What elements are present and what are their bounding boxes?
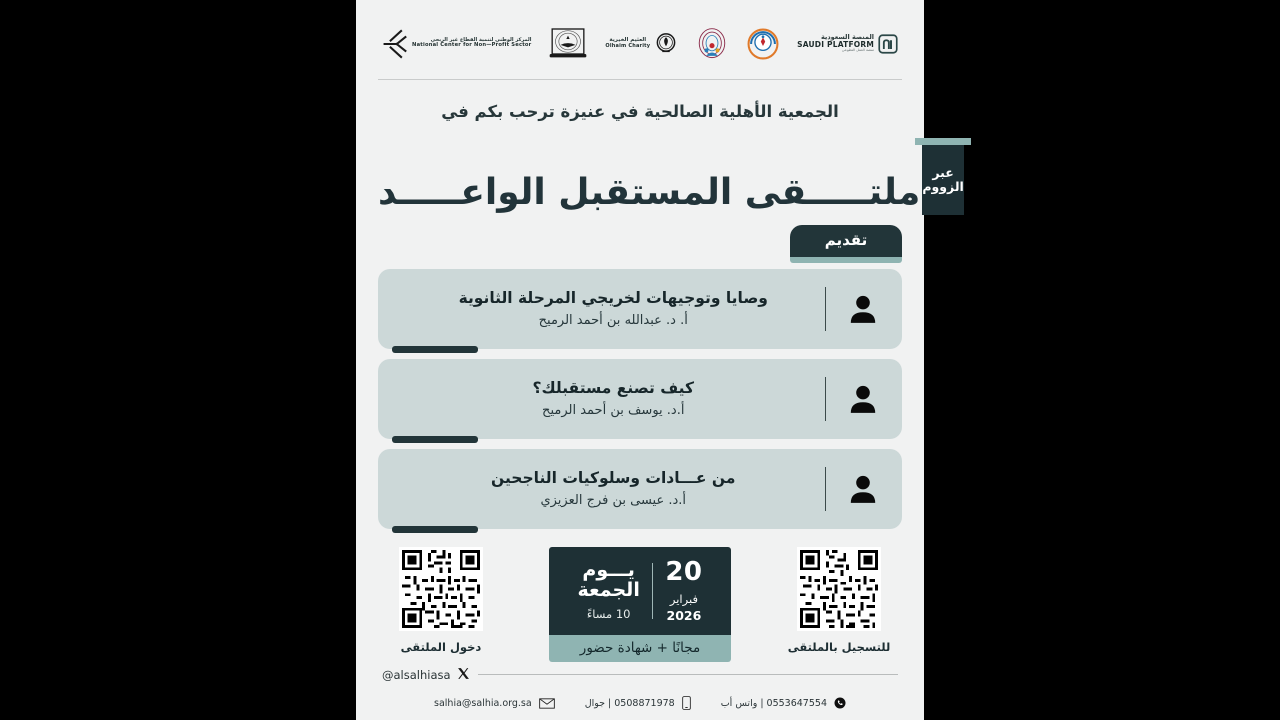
date-block [549,547,731,662]
ncnp-en: National Center for Non—Profit Sector [412,42,532,49]
contact-whatsapp[interactable] [721,697,846,709]
page-title: ملتـــــقى المستقبل الواعـــــد [378,172,921,213]
zoom-badge-line2: الزووم [922,179,964,194]
present-badge: تقديم [790,225,902,257]
saudi-platform-sub: منصة العمل التطوعي [841,47,874,52]
mobile-text: 0508871978 | جوال [584,697,675,709]
x-twitter-icon [457,665,470,684]
olhaim-charity-icon [654,32,678,56]
card-divider [825,377,827,421]
charity-fingerprint-logo-icon [695,27,729,61]
card-speaker: أ.د. عيسى بن فرج العزيزي [540,492,687,508]
contact-mobile[interactable] [585,696,691,710]
speaker-card [378,449,902,529]
date-main [549,547,731,635]
saudi-platform-en: SAUDI PLATFORM [797,40,874,50]
card-speaker: أ.د. يوسف بن أحمد الرميح [542,402,685,418]
card-title: من عـــادات وسلوكيات الناجحين [491,469,736,488]
qr-register-code[interactable] [797,547,881,631]
jamiat-circular-logo-icon [746,27,780,61]
ncnp-ar: المركز الوطني لتنمية القطاع غير الربحي [430,37,532,44]
qr-entry-label: دخول الملتقى [400,640,482,654]
qr-entry-code[interactable] [399,547,483,631]
person-icon [836,292,890,326]
date-footer-note: مجانًا + شهادة حضور [549,635,731,662]
contact-email[interactable] [434,698,555,709]
card-speaker: أ. د. عبدالله بن أحمد الرميح [538,312,688,328]
sponsor-logo-strip [378,12,902,80]
qr-entry-block[interactable] [386,547,496,654]
date-month: فبراير [669,592,698,607]
date-time: 10 مساءً [586,607,631,622]
date-right [568,558,650,622]
zoom-badge-line1: عبر [932,165,954,181]
olhaim-en: Olhaim Charity [605,42,651,49]
present-badge-wrap [378,221,902,257]
date-separator [652,563,654,619]
card-title: وصايا وتوجيهات لخريجي المرحلة الثانوية [458,289,768,308]
speaker-card [378,359,902,439]
olhaim-ar: العثيم الخيرية [609,36,647,43]
date-day-number: 20 [665,557,703,588]
card-divider [825,467,827,511]
card-title: كيف تصنع مستقبلك؟ [532,379,695,398]
olhaim-charity-logo [605,32,678,56]
poster-footer [378,665,902,720]
date-weekday-line1: يـــوم [582,558,635,581]
saudi-platform-ar: المنصة السعودية [820,33,874,42]
national-center-nonprofit-logo [382,29,531,59]
ncnp-star-icon [382,29,408,59]
welcome-line: الجمعية الأهلية الصالحية في عنيزة ترحب بكم في [441,102,839,121]
date-year: 2026 [666,607,702,623]
saudi-platform-icon [878,34,898,54]
footer-contacts [378,684,902,710]
card-divider [825,287,827,331]
email-text: salhia@salhia.org.sa [434,697,532,709]
date-weekday-line2: الجمعة [577,578,640,601]
book-emblem-logo-icon [548,27,588,61]
footer-divider [478,674,898,675]
whatsapp-text: 0553647554 | واتس أب [720,697,827,709]
title-row [378,135,964,221]
qr-register-block[interactable] [784,547,894,654]
speaker-card [378,269,902,349]
mobile-phone-icon [682,696,691,710]
whatsapp-icon [834,697,846,709]
person-icon [836,382,890,416]
zoom-badge [922,145,963,215]
footer-top [378,665,902,684]
qr-register-label: للتسجيل بالملتقى [787,640,891,654]
bottom-row [378,529,902,662]
x-social-handle[interactable] [382,665,470,684]
person-icon [836,472,890,506]
x-handle-text: @alsalhiasa [382,667,451,682]
saudi-platform-logo [797,34,898,54]
envelope-icon [539,698,555,709]
date-left [655,559,712,623]
event-poster [356,0,964,720]
speaker-cards [378,257,902,529]
